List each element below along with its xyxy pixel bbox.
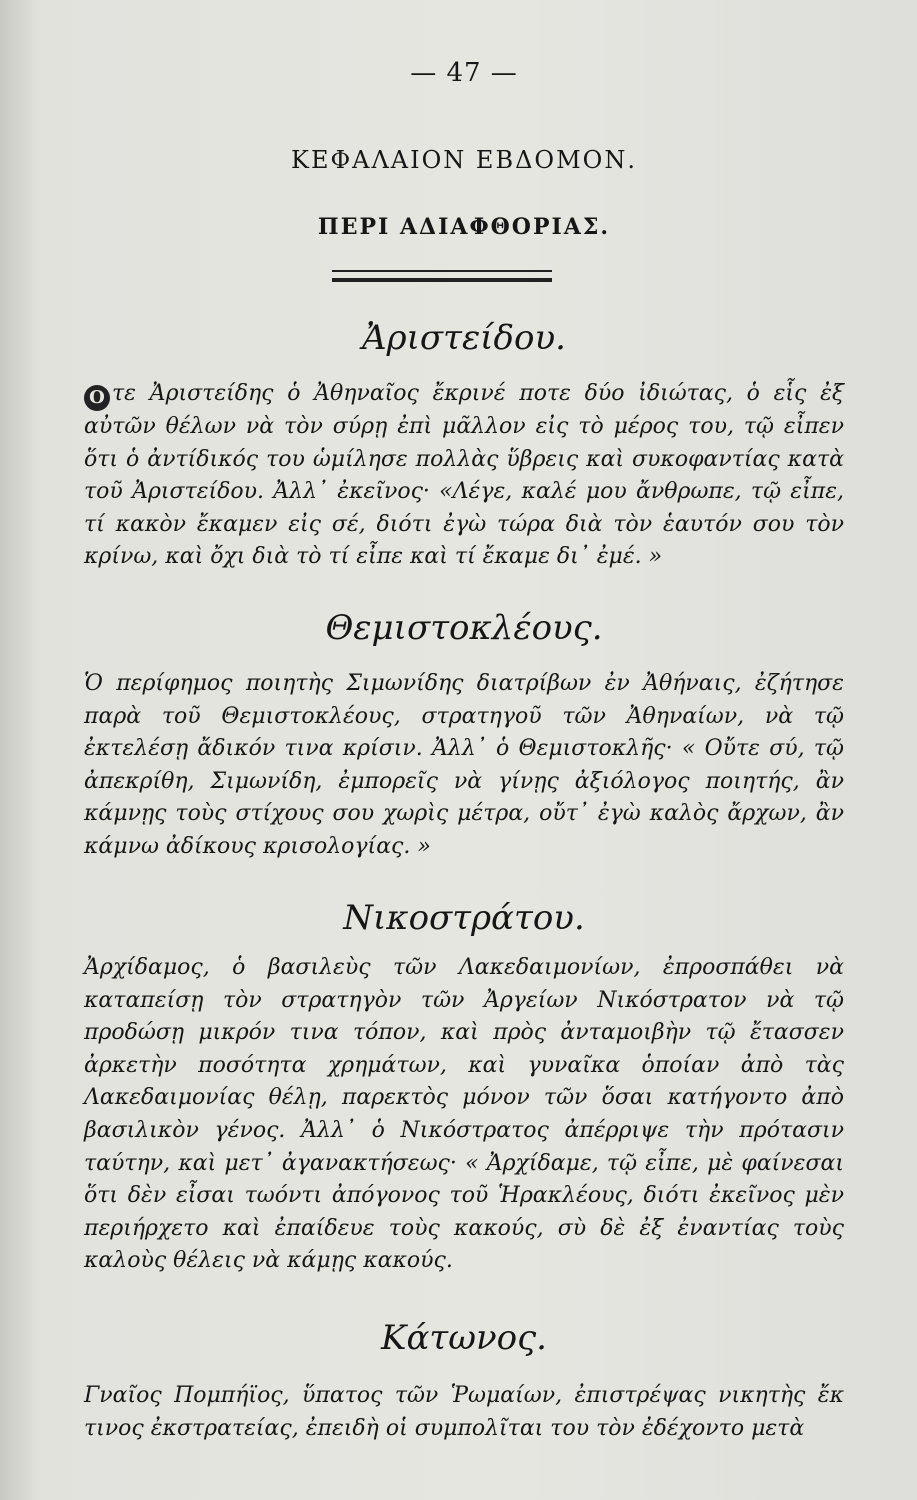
section-text-themistokleous: Ὁ περίφημος ποιητὴς Σιμωνίδης διατρίβων ἐν Ἀθήναις, ἐζήτησε παρὰ τοῦ Θεμιστοκλέους, στρατηγοῦ τῶν Ἀθηναίων, νὰ τῷ ἐκτελέσῃ ἄδικόν τινα κρίσιν. Ἀλλ᾽ ὁ Θεμιστοκλῆς· « Οὔτε σύ, τῷ ἀπεκρίθη, Σιμωνίδη, ἐμπορεῖς νὰ γίνῃς ἀξιόλογος ποιητής, ἂν κάμνῃς τοὺς στίχους σου χωρὶς μέτρα, οὔτ᾽ ἐγὼ καλὸς ἄρχων, ἂν κάμνω ἀδίκους κρισολογίας. » xyxy=(84,671,844,859)
section-heading-themistokleous: Θεμιστοκλέους. xyxy=(325,608,603,648)
section-text-aristeidou xyxy=(84,378,844,574)
paragraph-text: τε Ἀριστείδης ὁ Ἀθηναῖος ἔκρινέ ποτε δύο ἰδιώτας, ὁ εἷς ἐξ αὐτῶν θέλων νὰ τὸν σύρῃ ἐπὶ μᾶλλον εἰς τὸ μέρος του, τῷ εἶπεν ὅτι ὁ ἀντίδικός του ὡμίλησε πολλὰς ὕβρεις καὶ συκοφαντίας κατὰ τοῦ Ἀριστείδου. Ἀλλ᾽ ἐκεῖνος· «Λέγε, καλέ μου ἄνθρωπε, τῷ εἶπε, τί κακὸν ἔκαμεν εἰς σέ, διότι ἐγὼ τώρα διὰ τὸν ἑαυτόν σου τὸν κρίνω, καὶ ὄχι διὰ τὸ τί εἶπε καὶ τί ἔκαμε δι᾽ ἐμέ. » xyxy=(84,381,844,570)
section-text-nikostratou: Ἀρχίδαμος, ὁ βασιλεὺς τῶν Λακεδαιμονίων, ἐπροσπάθει νὰ καταπείσῃ τὸν στρατηγὸν τῶν Ἀργείων Νικόστρατον νὰ τῷ προδώσῃ μικρόν τινα τόπον, καὶ πρὸς ἀνταμοιβὴν τῷ ἔτασσεν ἀρκετὴν ποσότητα χρημάτων, καὶ γυναῖκα ὁποίαν ἀπὸ τὰς Λακεδαιμονίας θέλῃ, παρεκτὸς μόνον τῶν ὅσαι κατήγοντο ἀπὸ βασιλικὸν γένος. Ἀλλ᾽ ὁ Νικόστρατος ἀπέρριψε τὴν πρότασιν ταύτην, καὶ μετ᾽ ἀγανακτήσεως· « Ἀρχίδαμε, τῷ εἶπε, μὲ φαίνεσαι ὅτι δὲν εἶσαι τωόντι ἀπόγονος τοῦ Ἡρακλέους, διότι ἐκεῖνος μὲν περιήρχετο καὶ ἐπαίδευε τοὺς κακούς, σὺ δὲ ἐξ ἐναντίας τοὺς καλοὺς θέλεις νὰ κάμῃς κακούς. xyxy=(84,955,844,1274)
drop-cap: Ο xyxy=(84,385,110,411)
section-heading-nikostratou: Νικοστράτου. xyxy=(343,898,585,938)
section-heading-katonos: Κάτωνος. xyxy=(381,1318,547,1358)
title-rule-thin xyxy=(332,270,552,272)
chapter-title: ΚΕΦΑΛΑΙΟΝ ΕΒΔΟΜΟΝ. xyxy=(291,146,637,174)
section-text-katonos: Γναῖος Πομπήϊος, ὕπατος τῶν Ῥωμαίων, ἐπιστρέψας νικητὴς ἔκ τινος ἐκστρατείας, ἐπειδὴ οἱ συμπολῖται του τὸν ἐδέχοντο μετὰ xyxy=(84,1383,844,1441)
chapter-subtitle: ΠΕΡΙ ΑΔΙΑΦΘΟΡΙΑΣ. xyxy=(317,214,611,240)
page-number: — 47 — xyxy=(410,58,518,88)
title-rule-thick xyxy=(332,278,552,282)
section-heading-aristeidou: Ἀριστείδου. xyxy=(362,318,566,358)
